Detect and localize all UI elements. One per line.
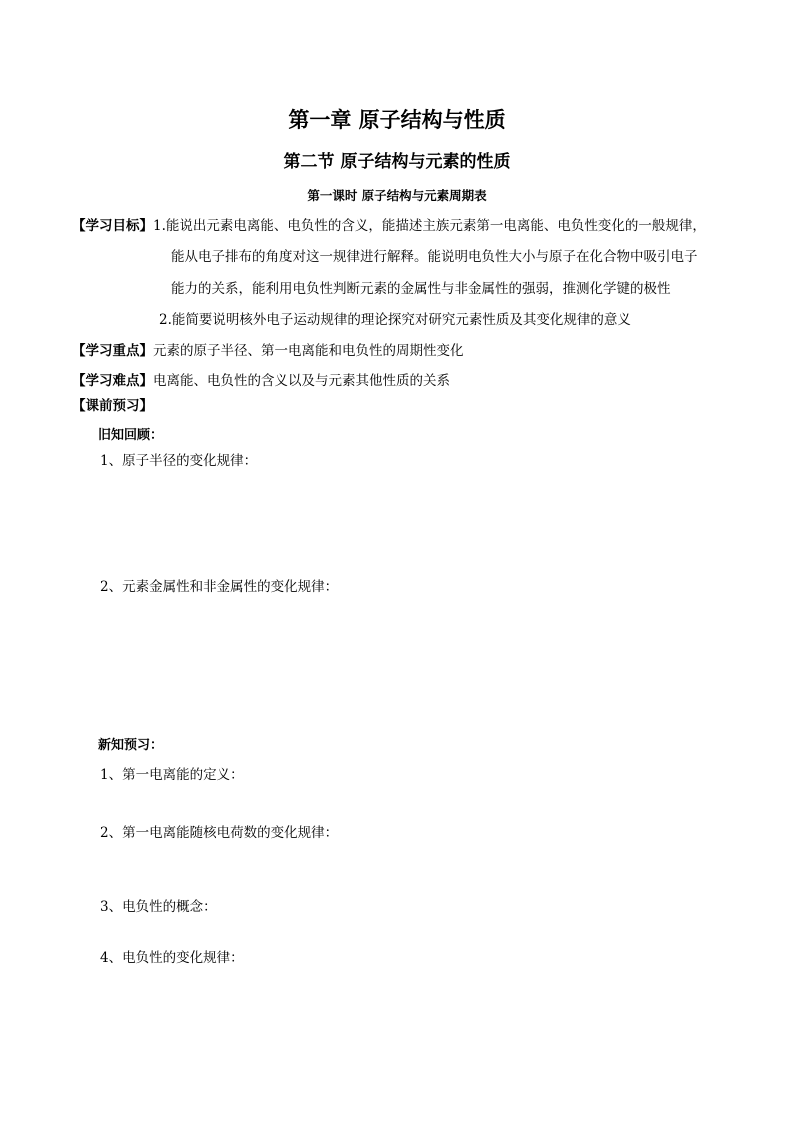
objectives-line-4: 2.能简要说明核外电子运动规律的理论探究对研究元素性质及其变化规律的意义 <box>159 312 631 328</box>
objectives-label: 【学习目标】 <box>72 218 153 234</box>
objectives-line-1: 1.能说出元素电离能、电负性的含义，能描述主族元素第一电离能、电负性变化的一般规律， <box>153 218 706 234</box>
chapter-title: 第一章 原子结构与性质 <box>288 108 506 132</box>
difficulties-row <box>72 372 450 390</box>
objectives-line-2: 能从电子排布的角度对这一规律进行解释。能说明电负性大小与原子在化合物中吸引电子 <box>171 249 698 265</box>
preview-label: 【课前预习】 <box>72 398 153 414</box>
new-preview-title: 新知预习： <box>98 738 164 753</box>
review-item-2: 2、元素金属性和非金属性的变化规律： <box>100 579 339 595</box>
review-item-1: 1、原子半径的变化规律： <box>100 453 258 469</box>
difficulties-text: 电离能、电负性的含义以及与元素其他性质的关系 <box>153 373 450 389</box>
new-item-3: 3、电负性的概念： <box>100 899 217 915</box>
difficulties-label: 【学习难点】 <box>72 373 153 389</box>
new-item-4: 4、电负性的变化规律： <box>100 950 244 966</box>
new-item-1: 1、第一电离能的定义： <box>100 767 244 783</box>
objectives-line-3: 能力的关系，能利用电负性判断元素的金属性与非金属性的强弱，推测化学键的极性 <box>171 281 671 297</box>
key-points-label: 【学习重点】 <box>72 343 153 359</box>
review-title: 旧知回顾： <box>98 428 164 443</box>
lesson-title: 第一课时 原子结构与元素周期表 <box>307 188 487 203</box>
section-title: 第二节 原子结构与元素的性质 <box>283 152 511 172</box>
new-item-2: 2、第一电离能随核电荷数的变化规律： <box>100 825 339 841</box>
objectives-row <box>72 217 706 235</box>
key-points-row <box>72 342 464 360</box>
key-points-text: 元素的原子半径、第一电离能和电负性的周期性变化 <box>153 343 464 359</box>
